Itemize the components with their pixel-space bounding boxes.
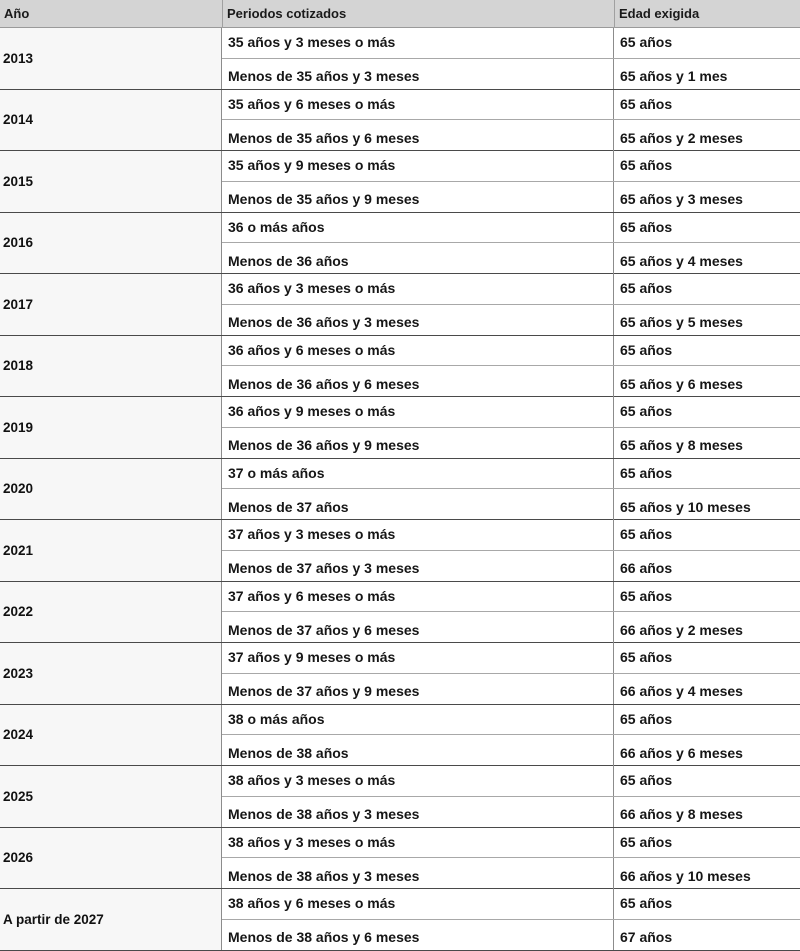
- table-row: [222, 366, 800, 397]
- header-period: Periodos cotizados: [222, 0, 614, 28]
- year-cell: 2015: [0, 151, 222, 212]
- age-cell: 65 años y 1 mes: [620, 68, 728, 84]
- table-row: [222, 551, 800, 582]
- period-cell: 37 años y 9 meses o más: [222, 643, 614, 673]
- table-row: [222, 828, 800, 859]
- table-row: [222, 766, 800, 797]
- age-cell: 66 años y 2 meses: [620, 621, 743, 638]
- year-group: [0, 336, 800, 398]
- table-row: [222, 797, 800, 828]
- age-cell: 66 años y 10 meses: [620, 867, 751, 884]
- age-cell: 65 años: [620, 710, 673, 727]
- table-row: [222, 582, 800, 613]
- year-cell: 2014: [0, 90, 222, 151]
- age-cell: 65 años: [620, 895, 673, 911]
- year-cell: 2026: [0, 828, 222, 889]
- age-cell: 66 años y 6 meses: [620, 744, 743, 761]
- age-cell: 65 años: [620, 649, 673, 665]
- age-cell: 65 años: [620, 341, 673, 358]
- period-cell: Menos de 35 años y 9 meses: [222, 182, 614, 213]
- age-cell: 65 años: [620, 403, 673, 419]
- period-cell: 38 años y 6 meses o más: [222, 889, 614, 919]
- year-cell: 2021: [0, 520, 222, 581]
- year-cell: 2023: [0, 643, 222, 704]
- age-cell: 65 años y 8 meses: [620, 437, 743, 453]
- year-group: [0, 459, 800, 521]
- period-cell: 37 años y 6 meses o más: [222, 582, 614, 612]
- age-cell: 65 años y 3 meses: [620, 191, 743, 207]
- age-cell: 66 años y 8 meses: [620, 806, 743, 822]
- table-row: [222, 151, 800, 182]
- period-cell: Menos de 37 años y 9 meses: [222, 674, 614, 705]
- year-cell: 2016: [0, 213, 222, 274]
- age-cell: 65 años y 10 meses: [620, 498, 751, 515]
- period-cell: 37 o más años: [222, 459, 614, 489]
- table-row: [222, 182, 800, 213]
- table-row: [222, 612, 800, 643]
- period-cell: 36 o más años: [222, 213, 614, 243]
- year-cell: 2013: [0, 28, 222, 89]
- table-row: [222, 520, 800, 551]
- year-cell: 2025: [0, 766, 222, 827]
- period-cell: 35 años y 6 meses o más: [222, 90, 614, 120]
- table-row: [222, 858, 800, 889]
- period-cell: Menos de 37 años: [222, 489, 614, 520]
- year-group: [0, 520, 800, 582]
- table-row: [222, 920, 800, 951]
- period-cell: 38 años y 3 meses o más: [222, 828, 614, 858]
- table-row: [222, 643, 800, 674]
- header-year: Año: [4, 6, 30, 21]
- table-row: [222, 28, 800, 59]
- age-cell: 65 años: [620, 464, 673, 481]
- age-cell: 65 años: [620, 34, 673, 50]
- period-cell: Menos de 36 años: [222, 243, 614, 274]
- table-row: [222, 59, 800, 90]
- period-cell: Menos de 38 años: [222, 735, 614, 766]
- year-group: [0, 28, 800, 90]
- table-row: [222, 274, 800, 305]
- age-cell: 65 años y 6 meses: [620, 375, 743, 392]
- period-cell: 36 años y 9 meses o más: [222, 397, 614, 427]
- year-cell: 2018: [0, 336, 222, 397]
- table-row: [222, 889, 800, 920]
- period-cell: 35 años y 3 meses o más: [222, 28, 614, 58]
- table-row: [222, 213, 800, 244]
- period-cell: Menos de 35 años y 6 meses: [222, 120, 614, 151]
- age-cell: 65 años: [620, 157, 673, 173]
- age-cell: 65 años y 5 meses: [620, 314, 743, 330]
- table-row: [222, 120, 800, 151]
- age-cell: 65 años y 2 meses: [620, 129, 743, 146]
- period-cell: 35 años y 9 meses o más: [222, 151, 614, 181]
- period-cell: 36 años y 6 meses o más: [222, 336, 614, 366]
- table-row: [222, 243, 800, 274]
- table-row: [222, 674, 800, 705]
- period-cell: 36 años y 3 meses o más: [222, 274, 614, 304]
- year-group: [0, 151, 800, 213]
- period-cell: Menos de 37 años y 6 meses: [222, 612, 614, 643]
- table-row: [222, 397, 800, 428]
- age-cell: 65 años: [620, 218, 673, 235]
- table-row: [222, 459, 800, 490]
- age-cell: 66 años: [620, 560, 673, 576]
- period-cell: Menos de 38 años y 3 meses: [222, 797, 614, 828]
- age-cell: 65 años: [620, 772, 673, 788]
- period-cell: Menos de 38 años y 6 meses: [222, 920, 614, 951]
- year-group: [0, 213, 800, 275]
- year-cell: 2020: [0, 459, 222, 520]
- period-cell: 38 o más años: [222, 705, 614, 735]
- header-age: Edad exigida: [614, 0, 800, 28]
- year-cell: 2022: [0, 582, 222, 643]
- year-group: [0, 274, 800, 336]
- year-group: [0, 582, 800, 644]
- table-row: [222, 90, 800, 121]
- year-group: [0, 705, 800, 767]
- year-cell: 2017: [0, 274, 222, 335]
- age-cell: 65 años: [620, 833, 673, 850]
- year-cell: A partir de 2027: [0, 889, 222, 950]
- period-cell: Menos de 36 años y 3 meses: [222, 305, 614, 336]
- period-cell: Menos de 38 años y 3 meses: [222, 858, 614, 889]
- table-row: [222, 705, 800, 736]
- table-row: [222, 336, 800, 367]
- period-cell: 38 años y 3 meses o más: [222, 766, 614, 796]
- period-cell: Menos de 37 años y 3 meses: [222, 551, 614, 582]
- table-row: [222, 428, 800, 459]
- year-group: [0, 643, 800, 705]
- age-cell: 65 años: [620, 587, 673, 604]
- year-cell: 2019: [0, 397, 222, 458]
- period-cell: 37 años y 3 meses o más: [222, 520, 614, 550]
- year-group: [0, 397, 800, 459]
- table-row: [222, 305, 800, 336]
- age-cell: 67 años: [620, 929, 673, 945]
- age-cell: 65 años: [620, 95, 673, 112]
- age-cell: 66 años y 4 meses: [620, 683, 743, 699]
- period-cell: Menos de 36 años y 9 meses: [222, 428, 614, 459]
- age-cell: 65 años: [620, 526, 673, 542]
- period-cell: Menos de 36 años y 6 meses: [222, 366, 614, 397]
- year-group: [0, 889, 800, 951]
- year-group: [0, 766, 800, 828]
- year-group: [0, 828, 800, 890]
- age-cell: 65 años: [620, 280, 673, 296]
- year-cell: 2024: [0, 705, 222, 766]
- period-cell: Menos de 35 años y 3 meses: [222, 59, 614, 90]
- year-group: [0, 90, 800, 152]
- table-row: [222, 735, 800, 766]
- age-cell: 65 años y 4 meses: [620, 252, 743, 269]
- table-header: [0, 0, 800, 28]
- table-row: [222, 489, 800, 520]
